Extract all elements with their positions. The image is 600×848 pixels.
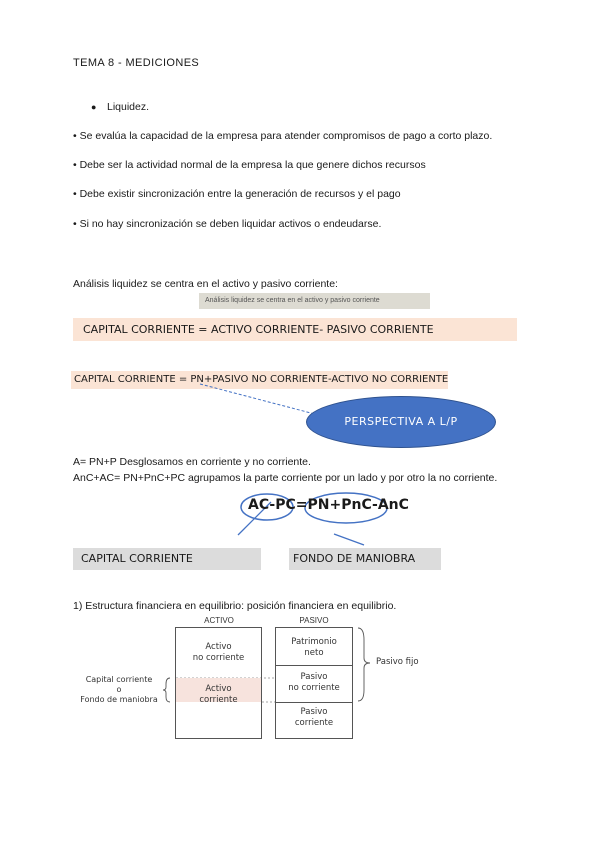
right-brace-icon [358,628,370,701]
paragraph-3: • Debe existir sincronización entre la generación de recursos y el pago [73,188,401,200]
analysis-caption-box: Análisis liquidez se centra en el activo y pasivo corriente [199,293,430,309]
left-brace-icon [163,678,170,702]
pasivo-header: PASIVO [299,616,329,625]
perspectiva-ellipse: PERSPECTIVA A L/P [306,396,496,448]
pasivo-corriente-cell: Pasivo corriente [294,707,334,728]
capital-fondo-label: Capital corriente o Fondo de maniobra [80,675,158,704]
formula-connector-right [334,534,364,545]
bullet-label: Liquidez. [107,101,150,113]
analysis-text: Análisis liquidez se centra en el activo y pasivo corriente: [73,278,338,290]
paragraph-2: • Debe ser la actividad normal de la empresa la que genere dichos recursos [73,159,426,171]
activo-no-corriente-cell: Activo no corriente [192,642,245,663]
capital-formula-2: CAPITAL CORRIENTE = PN+PASIVO NO CORRIENTE-ACTIVO NO CORRIENTE [71,371,448,389]
paragraph-1: • Se evalúa la capacidad de la empresa para atender compromisos de pago a corto plazo. [73,130,493,142]
activo-corriente-cell: Activo corriente [199,684,238,705]
pasivo-divider-2 [275,702,353,703]
paragraph-4: • Si no hay sincronización se deben liquidar activos o endeudarse. [73,218,382,230]
patrimonio-neto-cell: Patrimonio neto [291,637,337,658]
pasivo-fijo-label: Pasivo fijo [376,657,419,667]
pasivo-no-corriente-cell: Pasivo no corriente [288,672,340,693]
pasivo-divider-1 [275,665,353,666]
formula-text: AC-PC=PN+PnC-AnC [248,497,409,513]
page-title: TEMA 8 - MEDICIONES [73,57,200,69]
activo-header: ACTIVO [204,616,234,625]
capital-formula-1: CAPITAL CORRIENTE = ACTIVO CORRIENTE- PASIVO CORRIENTE [73,318,517,341]
equation-1: A= PN+P Desglosamos en corriente y no corriente. [73,456,311,468]
section-heading: 1) Estructura financiera en equilibrio: posición financiera en equilibrio. [73,600,397,612]
equation-2: AnC+AC= PN+PnC+PC agrupamos la parte corriente por un lado y por otro la no corriente. [73,472,498,484]
bullet-icon: ● [91,102,97,112]
capital-corriente-bar: CAPITAL CORRIENTE [73,548,261,570]
fondo-maniobra-bar: FONDO DE MANIOBRA [289,548,441,570]
